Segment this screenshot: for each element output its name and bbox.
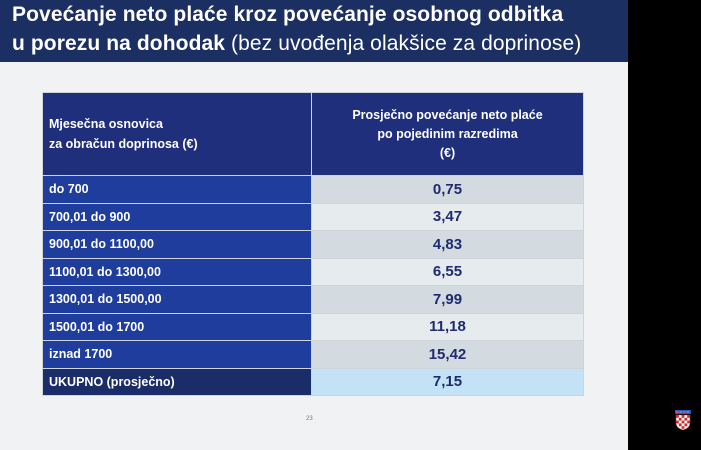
- row-label: 1100,01 do 1300,00: [43, 258, 312, 286]
- row-label: do 700: [43, 176, 312, 204]
- row-label: iznad 1700: [43, 341, 312, 369]
- table-row: [43, 258, 584, 286]
- title-bold-part: u porezu na dohodak: [12, 32, 226, 55]
- header-right-line: (€): [439, 145, 456, 160]
- table-row: [43, 341, 584, 369]
- row-value: 3,47: [312, 203, 584, 231]
- page-number: 23: [306, 416, 313, 422]
- header-increase-column: [312, 93, 584, 176]
- total-label: UKUPNO (prosječno): [43, 368, 312, 396]
- table-row: [43, 203, 584, 231]
- header-base-column: [43, 93, 312, 176]
- row-label: 700,01 do 900: [43, 203, 312, 231]
- croatian-coat-of-arms-icon: [675, 410, 691, 430]
- header-left-line: Mjesečna osnovica: [49, 117, 163, 131]
- row-value: 7,99: [312, 286, 584, 314]
- row-value: 15,42: [312, 341, 584, 369]
- table-row: [43, 286, 584, 314]
- header-right-line: po pojedinim razredima: [377, 126, 518, 141]
- title-band: [0, 0, 628, 62]
- row-value: 4,83: [312, 231, 584, 259]
- table-row: [43, 313, 584, 341]
- total-value: 7,15: [312, 368, 584, 396]
- row-label: 1500,01 do 1700: [43, 313, 312, 341]
- row-label: 900,01 do 1100,00: [43, 231, 312, 259]
- slide-title-line-2: [12, 32, 581, 56]
- table-total-row: [43, 368, 584, 396]
- header-left-line: za obračun doprinosa (€): [49, 137, 198, 151]
- row-value: 0,75: [312, 176, 584, 204]
- slide-title-line-1: Povećanje neto plaće kroz povećanje osobnog odbitka: [12, 3, 564, 26]
- net-salary-table: [42, 92, 584, 396]
- header-right-line: Prosječno povećanje neto plaće: [352, 107, 543, 122]
- table-row: [43, 231, 584, 259]
- row-value: 6,55: [312, 258, 584, 286]
- table-row: [43, 176, 584, 204]
- row-value: 11,18: [312, 313, 584, 341]
- row-label: 1300,01 do 1500,00: [43, 286, 312, 314]
- title-normal-part: (bez uvođenja olakšice za doprinose): [225, 32, 582, 55]
